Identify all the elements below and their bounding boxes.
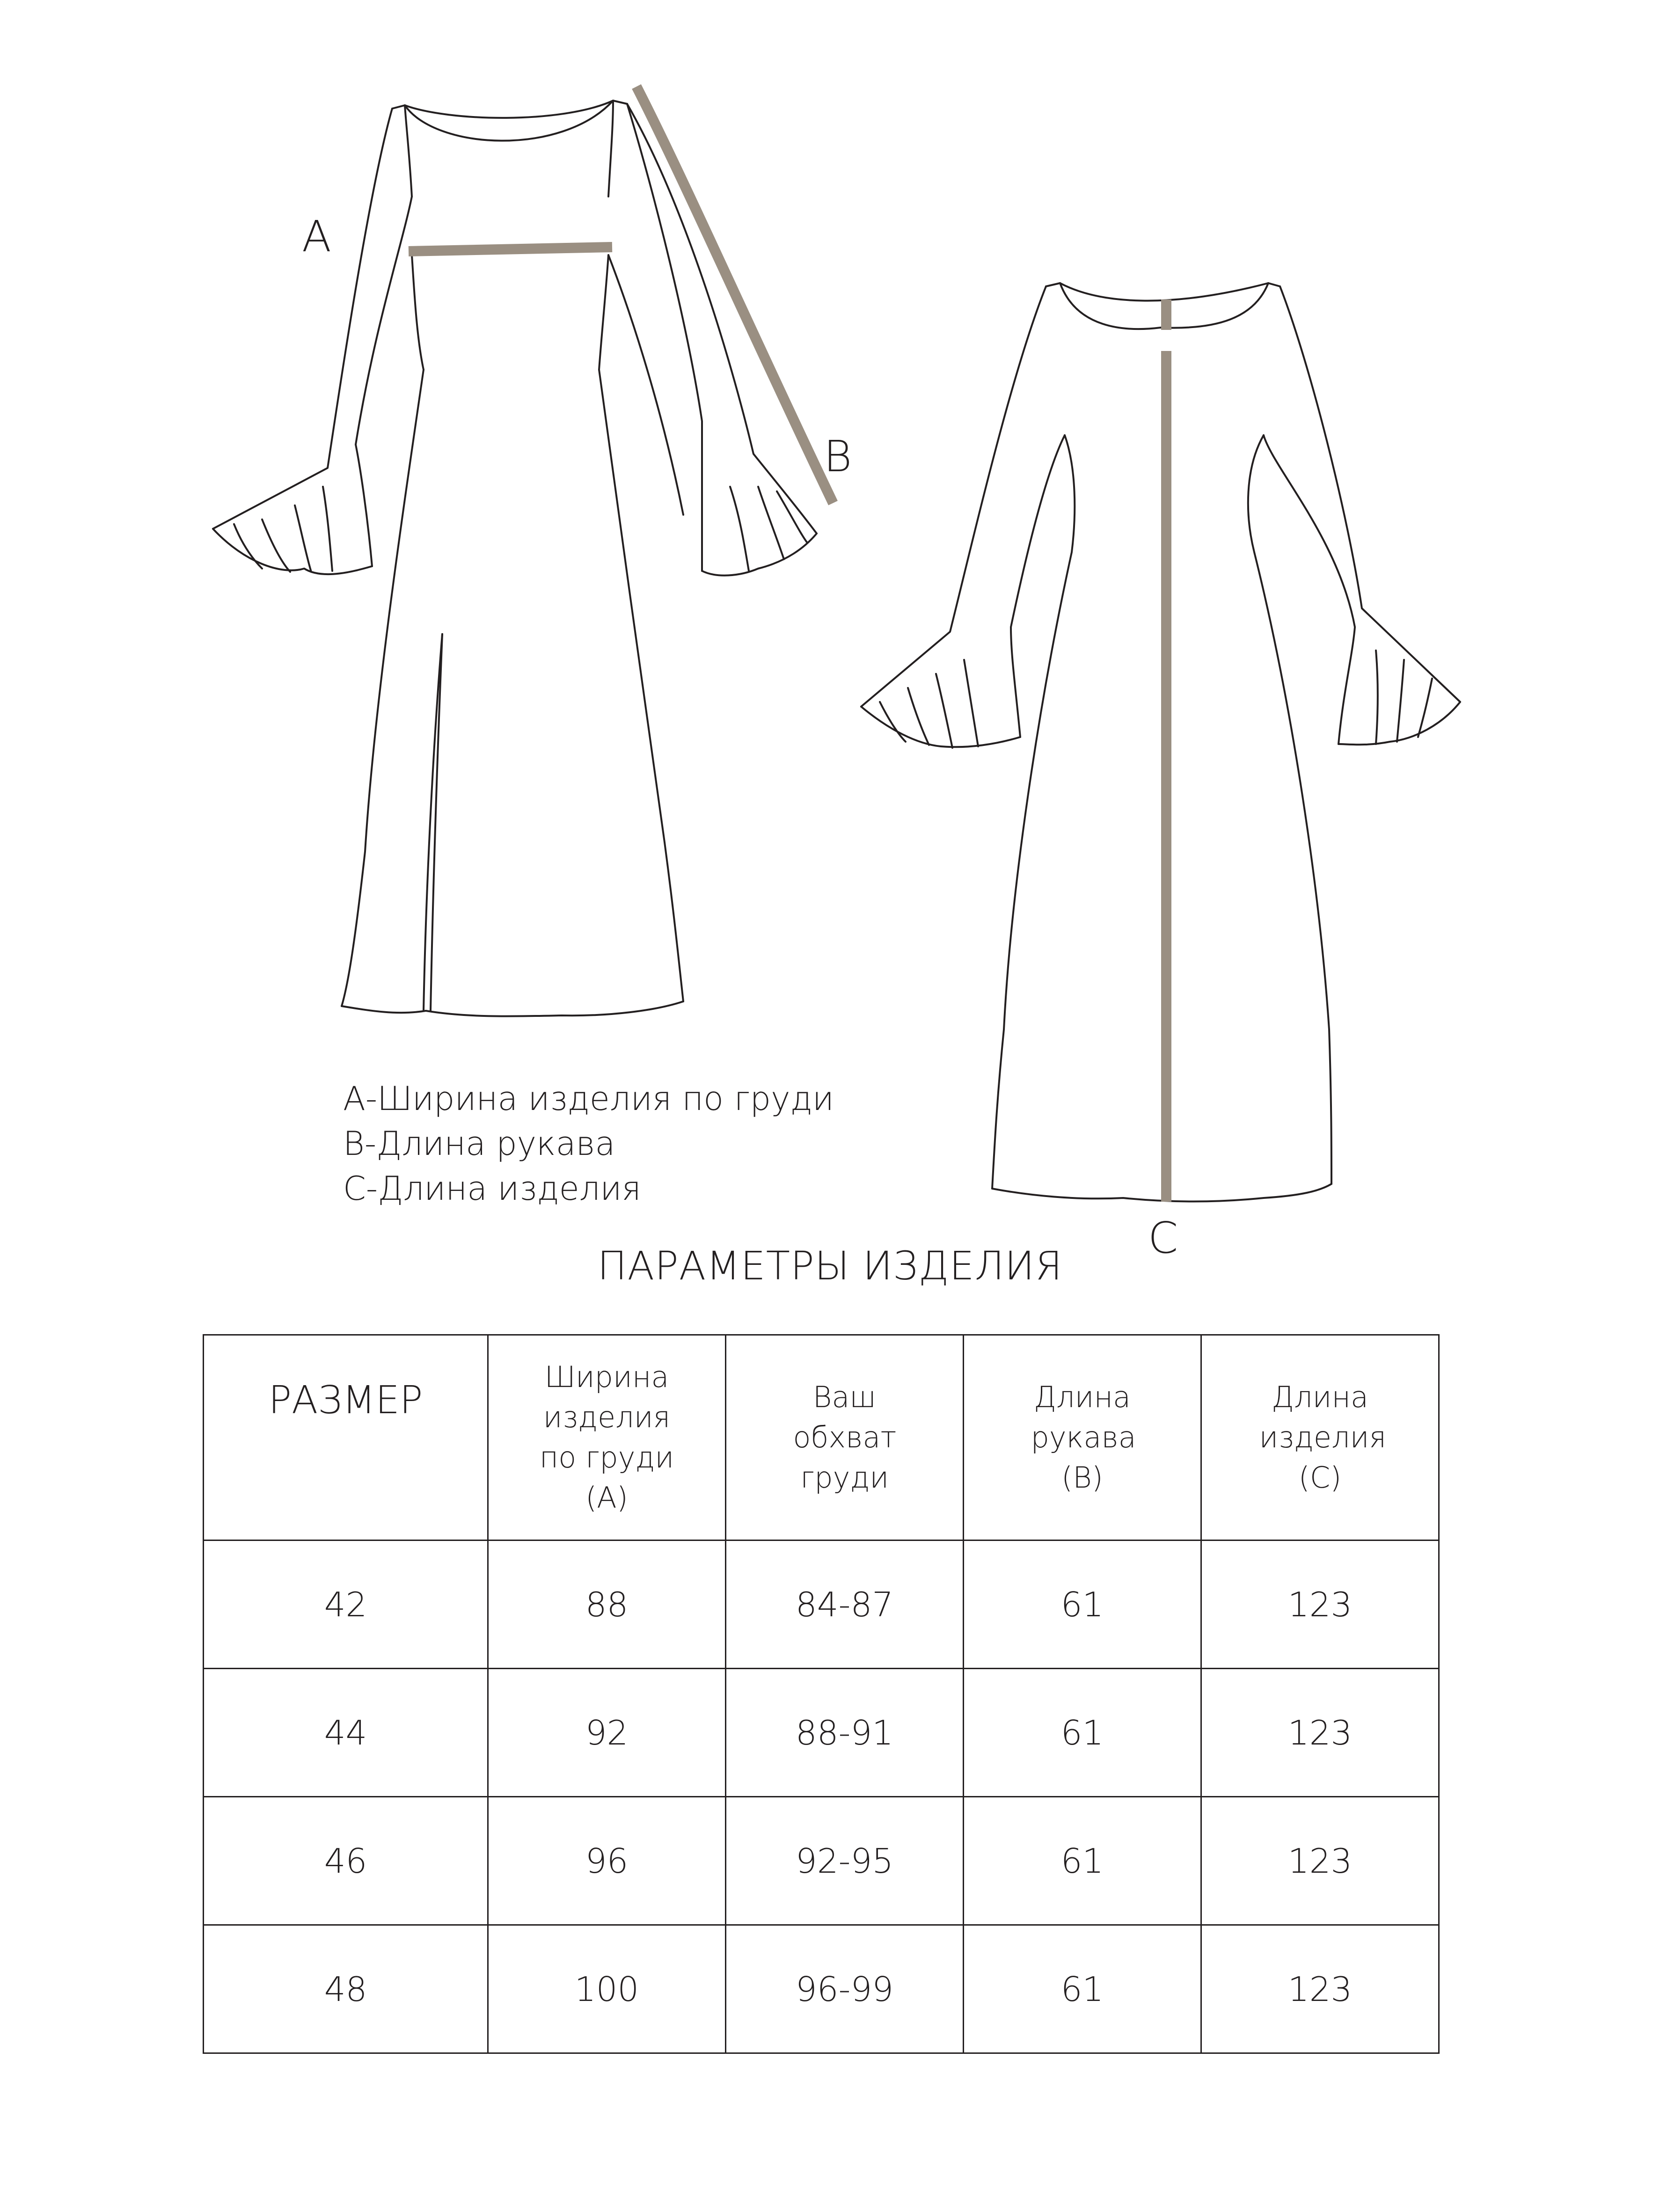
legend bbox=[343, 1076, 834, 1211]
header-size: РАЗМЕР bbox=[204, 1335, 488, 1540]
cell-chest-width: 88 bbox=[488, 1540, 726, 1669]
header-chest-width bbox=[488, 1335, 726, 1540]
header-chest-width-label: Ширина изделия по груди (А) bbox=[539, 1360, 674, 1515]
cell-dress-length: 123 bbox=[1201, 1797, 1439, 1925]
cell-bust: 92-95 bbox=[726, 1797, 964, 1925]
header-dress-length bbox=[1201, 1335, 1439, 1540]
cell-sleeve-length: 61 bbox=[964, 1540, 1201, 1669]
header-sleeve-length-label: Длина рукава (В) bbox=[1031, 1380, 1136, 1495]
cell-size: 48 bbox=[204, 1925, 488, 2053]
label-c: C bbox=[1148, 1213, 1178, 1263]
marker-a bbox=[409, 247, 612, 251]
header-bust bbox=[726, 1335, 964, 1540]
label-a: A bbox=[302, 212, 331, 262]
table-header-row bbox=[204, 1335, 1439, 1540]
table-row bbox=[204, 1669, 1439, 1797]
legend-item-c: С-Длина изделия bbox=[343, 1169, 641, 1208]
header-sleeve-length bbox=[964, 1335, 1201, 1540]
size-table bbox=[203, 1334, 1440, 2054]
cell-bust: 96-99 bbox=[726, 1925, 964, 2053]
label-b: B bbox=[824, 431, 852, 482]
cell-size: 44 bbox=[204, 1669, 488, 1797]
cell-sleeve-length: 61 bbox=[964, 1669, 1201, 1797]
cell-dress-length: 123 bbox=[1201, 1540, 1439, 1669]
cell-bust: 84-87 bbox=[726, 1540, 964, 1669]
table-row bbox=[204, 1925, 1439, 2053]
cell-size: 42 bbox=[204, 1540, 488, 1669]
table-title: ПАРАМЕТРЫ ИЗДЕЛИЯ bbox=[597, 1243, 1063, 1289]
legend-item-b: В-Длина рукава bbox=[343, 1124, 615, 1163]
cell-bust: 88-91 bbox=[726, 1669, 964, 1797]
dress-back-view bbox=[861, 283, 1460, 1202]
cell-size: 46 bbox=[204, 1797, 488, 1925]
cell-chest-width: 100 bbox=[488, 1925, 726, 2053]
cell-dress-length: 123 bbox=[1201, 1669, 1439, 1797]
cell-chest-width: 96 bbox=[488, 1797, 726, 1925]
legend-item-a: А-Ширина изделия по груди bbox=[343, 1080, 834, 1118]
cell-dress-length: 123 bbox=[1201, 1925, 1439, 2053]
cell-chest-width: 92 bbox=[488, 1669, 726, 1797]
header-bust-label: Ваш обхват груди bbox=[793, 1380, 897, 1495]
table-row bbox=[204, 1540, 1439, 1669]
cell-sleeve-length: 61 bbox=[964, 1925, 1201, 2053]
table-row bbox=[204, 1797, 1439, 1925]
cell-sleeve-length: 61 bbox=[964, 1797, 1201, 1925]
header-dress-length-label: Длина изделия (С) bbox=[1259, 1380, 1387, 1495]
